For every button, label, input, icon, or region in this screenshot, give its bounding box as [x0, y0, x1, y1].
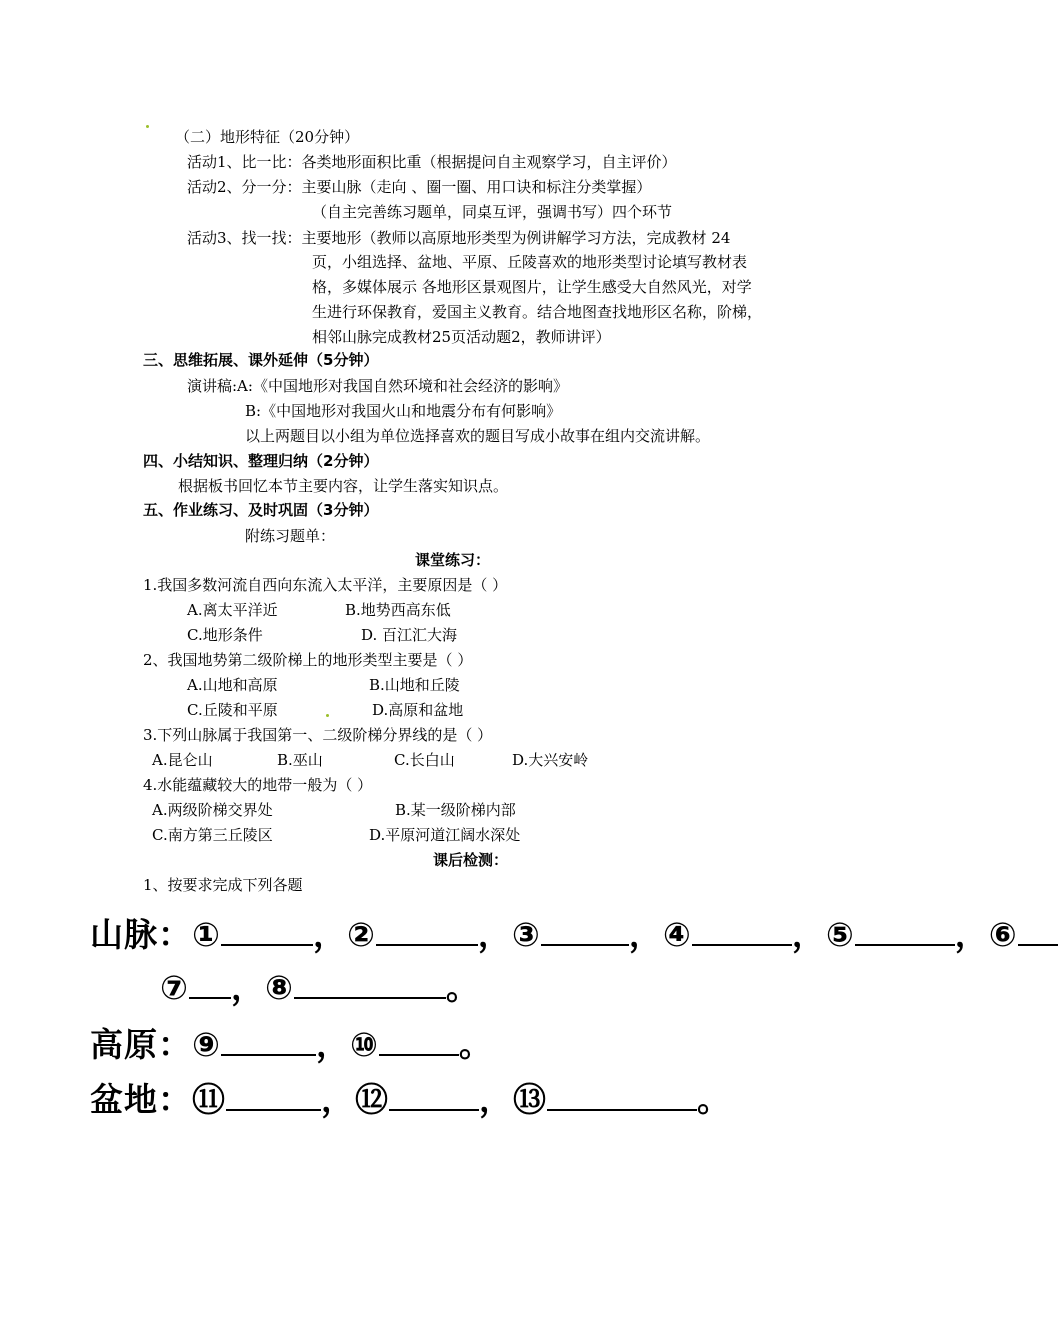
plateaus-row [90, 1025, 493, 1065]
q4-option-d: D.平原河道江阔水深处 [369, 826, 521, 844]
separator: ， [479, 1080, 513, 1119]
number-2: ② [346, 915, 376, 954]
number-9: ⑨ [192, 1025, 221, 1064]
separator: ， [954, 915, 989, 954]
blank-2[interactable] [376, 916, 478, 946]
blank-9[interactable] [221, 1026, 316, 1056]
activity-2-note: （自主完善练习题单，同桌互评，强调书写）四个环节 [312, 203, 673, 221]
number-13: ⑬ [513, 1080, 547, 1119]
blank-1[interactable] [221, 916, 313, 946]
separator: ， [321, 1080, 355, 1119]
end-mark: 。 [697, 1080, 731, 1119]
mountains-label: 山脉： [90, 915, 192, 954]
number-10: ⑩ [349, 1025, 379, 1064]
mountains-row-2 [160, 968, 480, 1008]
blank-10[interactable] [379, 1026, 459, 1056]
number-5: ⑤ [825, 915, 855, 954]
question-4: 4.水能蕴藏较大的地带一般为（ ） [143, 776, 373, 794]
blank-8[interactable] [294, 969, 446, 999]
number-7: ⑦ [160, 968, 189, 1007]
blank-7[interactable] [189, 969, 231, 999]
q2-option-b: B.山地和丘陵 [369, 676, 460, 694]
activity-3: 活动3、找一找：主要地形（教师以高原地形类型为例讲解学习方法，完成教材 24 [187, 229, 731, 247]
plateaus-label: 高原： [90, 1025, 192, 1064]
blank-12[interactable] [389, 1081, 479, 1111]
q1-option-b: B.地势西高东低 [345, 601, 451, 619]
practice-title: 课堂练习： [415, 551, 491, 569]
number-8: ⑧ [264, 968, 294, 1007]
activity-3-line-4: 生进行环保教育，爱国主义教育。结合地图查找地形区名称，阶梯， [312, 303, 763, 321]
section-5-heading: 五、作业练习、及时巩固（3分钟） [143, 501, 379, 519]
q1-option-d: D. 百江汇大海 [361, 626, 458, 644]
number-4: ④ [662, 915, 692, 954]
separator: ， [791, 915, 826, 954]
section-4-text: 根据板书回忆本节主要内容，让学生落实知识点。 [178, 477, 509, 495]
blank-11[interactable] [226, 1081, 321, 1111]
q4-option-b: B.某一级阶梯内部 [395, 801, 516, 819]
q3-option-d: D.大兴安岭 [512, 751, 589, 769]
separator: ， [628, 915, 663, 954]
after-class-title: 课后检测： [433, 851, 509, 869]
q3-option-c: C.长白山 [394, 751, 455, 769]
question-2: 2、我国地势第二级阶梯上的地形类型主要是（ ） [143, 651, 473, 669]
activity-3-line-5: 相邻山脉完成教材25页活动题2，教师讲评） [312, 328, 611, 346]
q1-option-a: A.离太平洋近 [187, 601, 278, 619]
blank-5[interactable] [855, 916, 955, 946]
after-class-intro: 1、按要求完成下列各题 [143, 876, 303, 894]
blank-4[interactable] [692, 916, 792, 946]
separator: ， [315, 1025, 350, 1064]
speech-topic-b: B:《中国地形对我国火山和地震分布有何影响》 [245, 402, 562, 420]
basins-label: 盆地： [90, 1080, 192, 1119]
q1-option-c: C.地形条件 [187, 626, 263, 644]
number-3: ③ [511, 915, 541, 954]
scan-speck [146, 125, 149, 128]
separator: ， [477, 915, 512, 954]
number-1: ① [192, 915, 221, 954]
number-11: ⑪ [192, 1080, 226, 1119]
question-1: 1.我国多数河流自西向东流入太平洋，主要原因是（ ） [143, 576, 508, 594]
section-2-heading: （二）地形特征（20分钟） [175, 128, 360, 146]
separator: ， [312, 915, 347, 954]
speech-topic-note: 以上两题目以小组为单位选择喜欢的题目写成小故事在组内交流讲解。 [245, 427, 711, 445]
activity-2: 活动2、分一分：主要山脉（走向 、圈一圈、用口诀和标注分类掌握） [187, 178, 652, 196]
separator: ， [230, 968, 265, 1007]
speech-topic-a: 演讲稿:A:《中国地形对我国自然环境和社会经济的影响》 [187, 377, 568, 395]
q3-option-a: A.昆仑山 [152, 751, 213, 769]
number-12: ⑫ [355, 1080, 389, 1119]
q2-option-c: C.丘陵和平原 [187, 701, 278, 719]
end-mark: 。 [458, 1025, 493, 1064]
section-4-heading: 四、小结知识、整理归纳（2分钟） [143, 452, 379, 470]
q4-option-a: A.两级阶梯交界处 [152, 801, 273, 819]
q4-option-c: C.南方第三丘陵区 [152, 826, 273, 844]
section-3-heading: 三、思维拓展、课外延伸（5分钟） [143, 351, 379, 369]
section-5-text: 附练习题单： [245, 527, 336, 545]
q3-option-b: B.巫山 [277, 751, 323, 769]
question-3: 3.下列山脉属于我国第一、二级阶梯分界线的是（ ） [143, 726, 493, 744]
blank-13[interactable] [547, 1081, 697, 1111]
q2-option-d: D.高原和盆地 [372, 701, 464, 719]
blank-6[interactable] [1018, 916, 1058, 946]
activity-3-line-3: 格，多媒体展示 各地形区景观图片，让学生感受大自然风光，对学 [312, 278, 752, 296]
activity-3-line-2: 页，小组选择、盆地、平原、丘陵喜欢的地形类型讨论填写教材表 [312, 253, 748, 271]
mountains-row-1 [90, 915, 1058, 955]
basins-row [90, 1080, 731, 1120]
blank-3[interactable] [541, 916, 629, 946]
activity-1: 活动1、比一比：各类地形面积比重（根据提问自主观察学习，自主评价） [187, 153, 677, 171]
number-6: ⑥ [988, 915, 1018, 954]
end-mark: 。 [445, 968, 480, 1007]
q2-option-a: A.山地和高原 [187, 676, 278, 694]
scan-speck [326, 714, 329, 717]
